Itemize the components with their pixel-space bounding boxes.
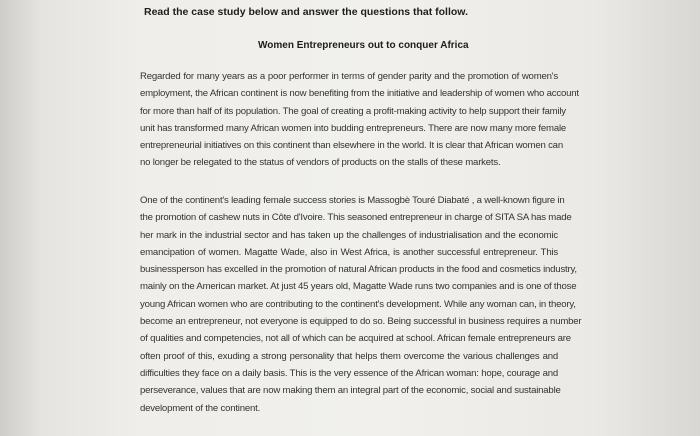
paragraph-line: difficulties they face on a daily basis. This is the very essence of the African woman: hope, courage and <box>140 367 558 379</box>
paragraph-line: her mark in the industrial sector and has taken up the challenges of industrialisation and the economic <box>140 229 558 241</box>
paragraph-2 <box>140 192 582 417</box>
paragraph-line: emancipation of women. Magatte Wade, also in West Africa, is another successful entrepreneur. This <box>140 246 558 258</box>
paragraph-line: employment, the African continent is now benefiting from the initiative and leadership of women who account <box>140 88 579 100</box>
instruction-heading: Read the case study below and answer the questions that follow. <box>144 6 469 18</box>
paragraph-line: perseverance, values that are now making them an integral part of the economic, social and sustainable <box>140 385 561 397</box>
paragraph-line: for more than half of its population. The goal of creating a profit-making activity to help support their family <box>140 105 566 117</box>
paragraph-line: the promotion of cashew nuts in Côte d'Ivoire. This seasoned entrepreneur in charge of SITA SA has made <box>140 212 572 224</box>
paragraph-line: development of the continent. <box>140 402 261 414</box>
case-study-title: Women Entrepreneurs out to conquer Africa <box>258 40 469 51</box>
paragraph-line: young African women who are contributing to the continent's development. While any woman can, in theory, <box>140 298 576 310</box>
paragraph-line: Regarded for many years as a poor performer in terms of gender parity and the promotion of women's <box>140 71 558 82</box>
paragraph-line: businessperson has excelled in the promotion of natural African products in the food and cosmetics industry, <box>140 264 577 276</box>
paragraph-line: become an entrepreneur, not everyone is equipped to do so. Being successful in business requires a number <box>140 316 582 328</box>
paragraph-line: no longer be relegated to the status of vendors of products on the stalls of these markets. <box>140 157 501 169</box>
paragraph-line: One of the continent's leading female success stories is Massogbè Touré Diabaté , a well-known figure in <box>140 195 565 206</box>
paragraph-line: unit has transformed many African women into budding entrepreneurs. There are now many more female <box>140 122 567 134</box>
paragraph-line: mainly on the American market. At just 45 years old, Magatte Wade runs two companies and is one of those <box>140 281 577 293</box>
paragraph-line: entrepreneurial initiatives on this continent than elsewhere in the world. It is clear that African women can <box>140 140 563 152</box>
paragraph-line: often proof of this, exuding a strong personality that helps them overcome the various challenges and <box>140 350 558 362</box>
paragraph-1 <box>140 68 579 172</box>
paragraph-line: of qualities and competencies, not all of which can be acquired at school. African female entrepreneurs are <box>140 333 571 345</box>
